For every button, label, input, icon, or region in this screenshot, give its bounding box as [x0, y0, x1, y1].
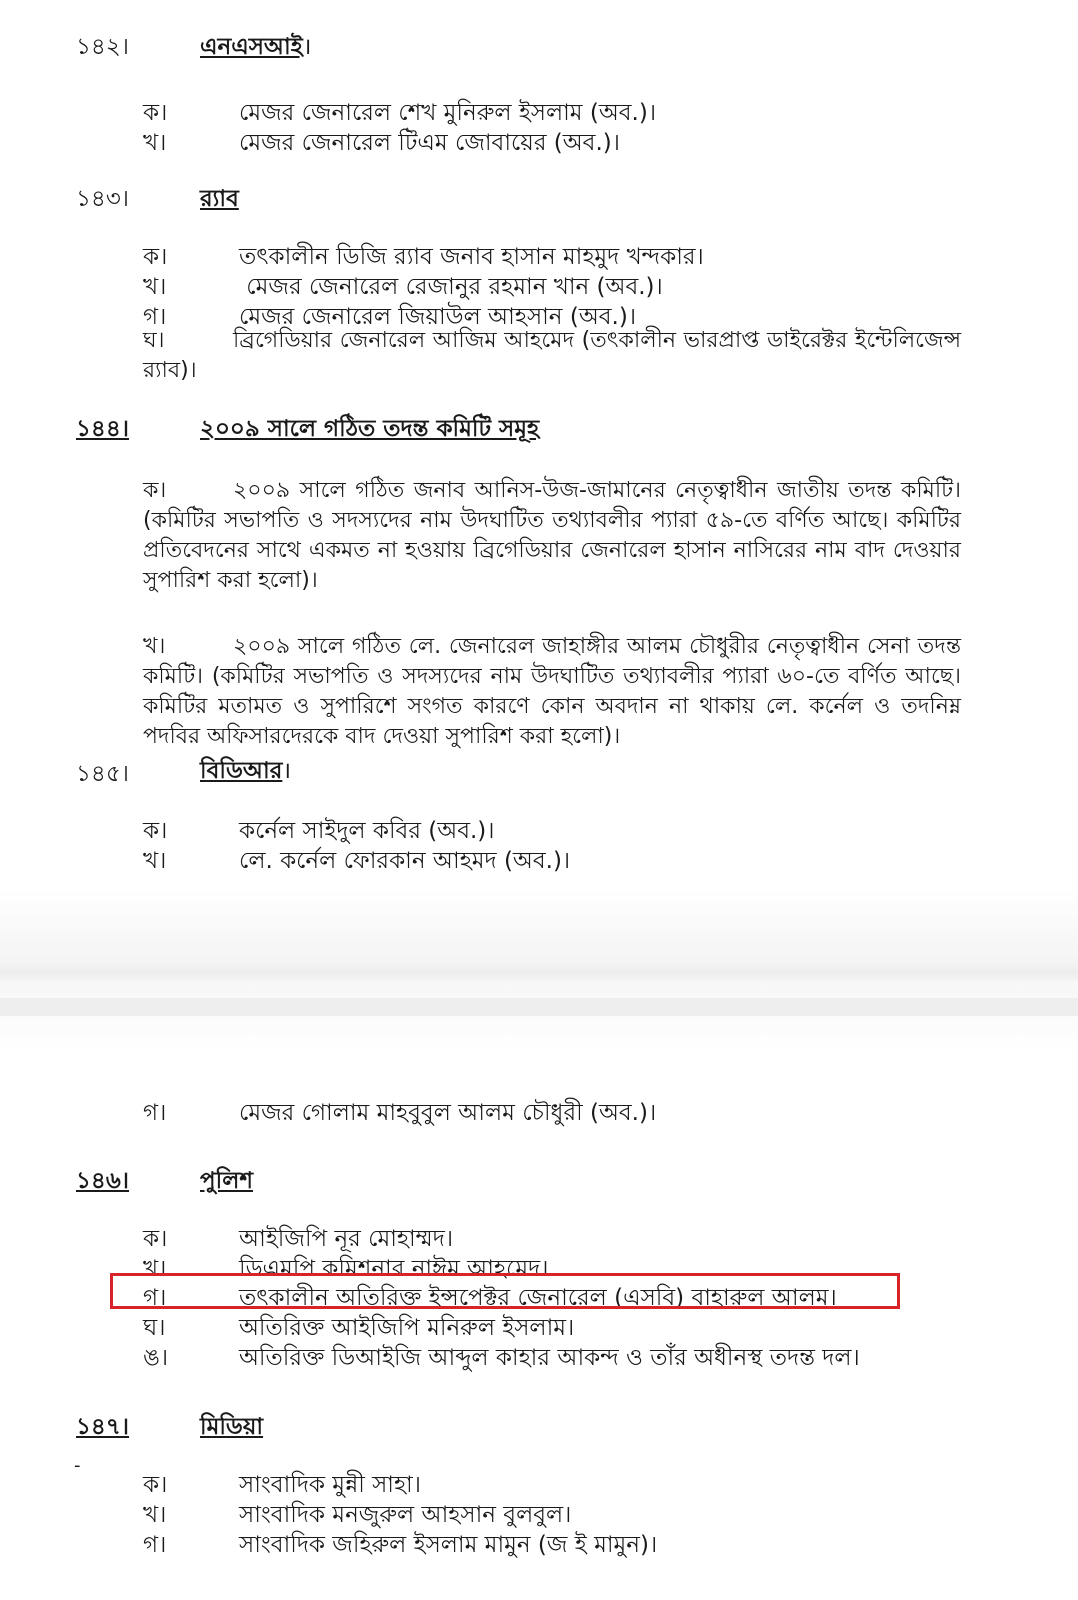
item-marker: ঙ। [143, 1345, 169, 1371]
item-marker: গ। [143, 1532, 167, 1558]
list-item [143, 124, 620, 163]
item-marker: ক। [143, 244, 168, 270]
item-text: আইজিপি নূর মোহাম্মদ। [239, 1226, 454, 1252]
list-item [143, 1094, 656, 1133]
section-147-number: ১৪৭। [76, 1414, 130, 1440]
item-text: সাংবাদিক জহিরুল ইসলাম মামুন (জ ই মামুন)। [239, 1532, 658, 1558]
item-text: মেজর জেনারেল টিএম জোবায়ের (অব.)। [239, 130, 620, 156]
list-item [143, 326, 961, 386]
item-marker: ক। [143, 1226, 168, 1252]
page-break-gap [0, 890, 1078, 1050]
section-146-title: পুলিশ [200, 1168, 253, 1194]
section-145-suffix: । [282, 758, 292, 784]
item-text: অতিরিক্ত আইজিপি মনিরুল ইসলাম। [239, 1315, 575, 1341]
section-147-heading [200, 1408, 263, 1447]
paragraph-item [143, 632, 961, 752]
item-marker: গ। [143, 1100, 167, 1126]
section-147-title: মিডিয়া [200, 1414, 264, 1440]
item-text: অতিরিক্ত ডিআইজি আব্দুল কাহার আকন্দ ও তাঁর অধীনস্থ তদন্ত দল। [239, 1345, 860, 1371]
item-marker: গ। [143, 304, 167, 330]
section-142-title: এনএসআই [200, 34, 303, 60]
list-item [143, 1339, 860, 1378]
section-143-number: ১৪৩। [76, 186, 130, 212]
paragraph-item [143, 476, 961, 596]
item-marker: খ। [143, 130, 167, 156]
list-item [143, 842, 570, 881]
item-text: তৎকালীন অতিরিক্ত ইন্সপেক্টর জেনারেল (এসবি) বাহারুল আলম। [239, 1285, 837, 1311]
stray-dash: - [74, 1455, 81, 1476]
item-text: সাংবাদিক মুন্নী সাহা। [239, 1472, 421, 1498]
section-142-number: ১৪২। [76, 34, 130, 60]
item-text: মেজর জেনারেল শেখ মুনিরুল ইসলাম (অব.)। [239, 100, 657, 126]
item-marker: খ। [143, 634, 166, 659]
section-146-number: ১৪৬। [76, 1168, 130, 1194]
item-marker: খ। [143, 848, 167, 874]
section-142-suffix: । [302, 34, 312, 60]
page-divider [0, 998, 1078, 1016]
section-145-title: বিডিআর [200, 758, 283, 784]
item-text: তৎকালীন ডিজি র‌্যাব জনাব হাসান মাহমুদ খন্দকার। [239, 244, 704, 270]
section-143-title: র‌্যাব [200, 186, 239, 212]
list-item [143, 1526, 657, 1565]
item-marker: ক। [143, 1472, 168, 1498]
item-text: ব্রিগেডিয়ার জেনারেল আজিম আহমেদ (তৎকালীন ভারপ্রাপ্ত ডাইরেক্টর ইন্টেলিজেন্স র‌্যাব)। [143, 328, 961, 383]
section-143-heading [200, 180, 239, 219]
item-marker: ক। [143, 478, 167, 503]
item-marker: গ। [143, 1285, 167, 1311]
item-marker: ঘ। [143, 328, 165, 353]
highlight-box [110, 1273, 900, 1309]
item-marker: ক। [143, 100, 168, 126]
item-text: মেজর গোলাম মাহবুবুল আলম চৌধুরী (অব.)। [239, 1100, 657, 1126]
item-text: ২০০৯ সালে গঠিত লে. জেনারেল জাহাঙ্গীর আলম চৌধুরীর নেতৃত্বাধীন সেনা তদন্ত কমিটি। (কমিটির সভাপতি ও সদস্যদের নাম উদঘাটিত তথ্যাবলীর প্যারা ৬০-তে বর্ণিত আছে। কমিটির মতামত ও সুপারিশে সংগত কারণে কোন অবদান না থাকায় লে. কর্নেল ও তদনিম্ন পদবির অফিসারদেরকে বাদ দেওয়া সুপারিশ করা হলো)। [143, 634, 961, 749]
section-144-number: ১৪৪। [76, 416, 129, 442]
section-142-heading [200, 28, 311, 67]
item-marker: খ। [143, 274, 167, 300]
item-text: মেজর জেনারেল রেজানুর রহমান খান (অব.)। [239, 274, 663, 300]
item-marker: ঘ। [143, 1315, 166, 1341]
item-text: মেজর জেনারেল জিয়াউল আহসান (অব.)। [239, 304, 637, 330]
item-text: কর্নেল সাইদুল কবির (অব.)। [239, 818, 495, 844]
item-text: ডিএমপি কমিশনার নাঈম আহমেদ। [239, 1256, 549, 1282]
section-145-heading [200, 752, 291, 791]
item-marker: ক। [143, 818, 168, 844]
item-text: ২০০৯ সালে গঠিত জনাব আনিস-উজ-জামানের নেতৃত্বাধীন জাতীয় তদন্ত কমিটি। (কমিটির সভাপতি ও সদস্যদের নাম উদঘাটিত তথ্যাবলীর প্যারা ৫৯-তে বর্ণিত আছে। কমিটির প্রতিবেদনের সাথে একমত না হওয়ায় ব্রিগেডিয়ার জেনারেল হাসান নাসিরের নাম বাদ দেওয়ার সুপারিশ করা হলো)। [143, 478, 961, 593]
section-144-heading [200, 410, 539, 449]
item-text: লে. কর্নেল ফোরকান আহমদ (অব.)। [239, 848, 571, 874]
section-144-title: ২০০৯ সালে গঠিত তদন্ত কমিটি সমূহ [200, 416, 540, 442]
section-146-heading [200, 1162, 253, 1201]
item-marker: খ। [143, 1256, 167, 1282]
section-145-number: ১৪৫। [76, 761, 129, 787]
item-marker: খ। [143, 1502, 167, 1528]
item-text: সাংবাদিক মনজুরুল আহসান বুলবুল। [239, 1502, 572, 1528]
